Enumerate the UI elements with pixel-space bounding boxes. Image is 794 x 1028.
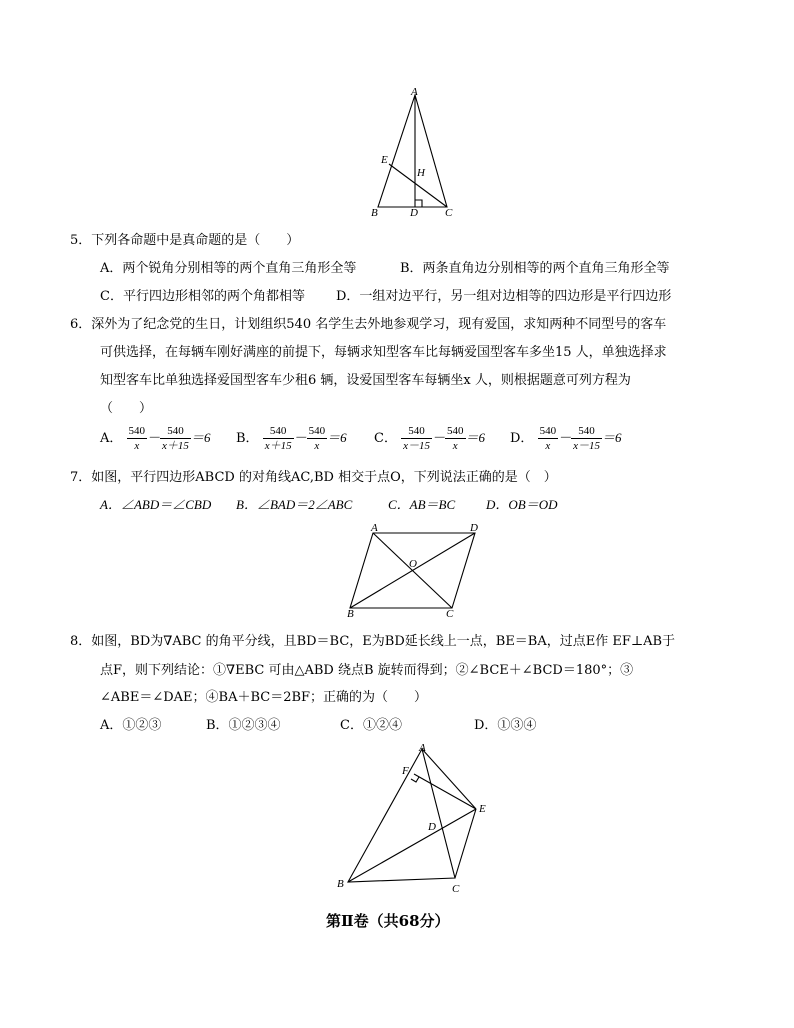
label-b: B [337,878,344,890]
label-a: A [371,522,378,534]
q8-option-c: C．①②④ [340,718,402,733]
q6-a-frac2 [160,424,191,453]
q6-c-den1: x－15 [403,440,430,452]
right-angle-mark-d [415,200,422,207]
q6-b-label: B． [236,431,259,446]
q6-d-frac1 [538,424,559,453]
q6-line1: 6．深外为了纪念党的生日，计划组织540 名学生去外地参观学习，现有爱国，求知两种不同型号的客车 [70,317,667,332]
label-o: O [409,558,417,570]
diagonal-bd [350,533,475,608]
figure-q8 [330,735,500,900]
q6-a-den2: x＋15 [162,440,189,452]
q6-d-num2: 540 [571,424,602,439]
q8-option-d: D．①③④ [474,718,537,733]
triangle-abc [378,95,447,207]
label-d: D [428,821,436,833]
right-angle-mark-f [411,777,419,782]
q6-d-minus: － [558,430,572,445]
q6-c-frac1 [401,424,432,453]
label-a: A [411,86,418,98]
q7-option-c: C．AB＝BC [388,497,456,512]
q5-option-a: A．两个锐角分别相等的两个直角三角形全等 [100,261,357,276]
q8-line2: 点F，则下列结论：①∇EBC 可由△ABD 绕点B 旋转而得到；②∠BCE＋∠BCD＝180°；③ [100,663,634,678]
q6-d-rhs: ＝6 [601,430,622,445]
q6-c-label: C． [374,431,397,446]
q6-b-frac2 [307,424,328,453]
q6-c-num2: 540 [447,425,464,437]
q6-b-rhs: ＝6 [327,430,347,445]
label-b: B [347,608,354,620]
q7-option-a: A．∠ABD＝∠CBD [100,497,212,512]
q6-d-den2: x－15 [573,440,600,452]
q6-b-frac1 [263,424,294,453]
segment-ef [414,774,476,809]
q7-option-b: B．∠BAD＝2∠ABC [236,497,353,512]
q6-b-minus: － [293,430,307,445]
q6-d-label: D． [510,431,534,446]
q6-b-num1: 540 [263,424,294,439]
q6-d-frac2 [571,424,602,453]
label-c: C [445,207,453,219]
q5-option-c: C．平行四边形相邻的两个角都相等 [100,289,305,304]
q8-line1: 8．如图，BD为∇ABC 的角平分线，且BD＝BC，E为BD延长线上一点，BE＝BA，过点E作 EF⊥AB于 [70,634,676,649]
q6-a-rhs: ＝6 [190,430,211,445]
q6-option-d [510,424,622,453]
q6-option-a [100,424,210,453]
label-h: H [417,167,425,179]
section-title: 第Ⅱ卷（共68分） [326,912,450,930]
label-d: D [470,522,478,534]
q6-a-frac1 [127,424,148,453]
q6-b-num2: 540 [308,425,326,437]
q6-a-den1: x [134,440,140,452]
q5-option-b: B．两条直角边分别相等的两个直角三角形全等 [400,261,670,276]
q8-option-b: B．①②③④ [206,718,281,733]
label-d: D [410,207,418,219]
q6-paren: （ ） [100,401,153,416]
q6-b-den1: x＋15 [264,440,292,452]
label-c: C [452,883,460,895]
q8-option-a: A．①②③ [100,718,162,733]
figure-parallelogram-abcd [340,518,490,620]
q6-c-frac2 [445,424,466,453]
label-f: F [402,765,409,777]
q6-c-den2: x [452,440,458,452]
label-e: E [381,154,388,166]
q6-a-num1: 540 [128,425,146,437]
q6-c-num1: 540 [401,424,432,439]
q6-c-minus: － [431,430,445,445]
q6-c-rhs: ＝6 [465,430,486,445]
q6-a-label: A． [100,431,123,446]
q6-b-den2: x [314,440,320,452]
q6-option-c [374,424,485,453]
label-c: C [446,608,454,620]
q6-line3: 知型客车比单独选择爱国型客车少租6 辆，设爱国型客车每辆坐x 人，则根据题意可列方程为 [100,373,631,388]
label-e: E [479,803,486,815]
q7-stem: 7．如图，平行四边形ABCD 的对角线AC,BD 相交于点O，下列说法正确的是（ ） [70,470,557,485]
q6-a-minus: － [147,430,161,445]
q6-line2: 可供选择，在每辆车刚好满座的前提下，每辆求知型客车比每辆爱国型客车多坐15 人，单独选择求 [100,345,667,360]
q8-line3: ∠ABE＝∠DAE；④BA＋BC＝2BF；正确的为（ ） [100,690,428,705]
q6-option-b [236,424,347,453]
q6-d-den1: x [545,440,551,452]
q6-a-num2: 540 [160,424,191,439]
label-a: A [419,742,426,754]
figure-triangle-abc [360,85,470,220]
q7-option-d: D．OB＝OD [486,497,558,512]
q5-stem: 5．下列各命题中是真命题的是（ ） [70,233,300,248]
label-b: B [371,207,378,219]
q5-option-d: D．一组对边平行，另一组对边相等的四边形是平行四边形 [336,289,672,304]
q6-d-num1: 540 [539,425,557,437]
